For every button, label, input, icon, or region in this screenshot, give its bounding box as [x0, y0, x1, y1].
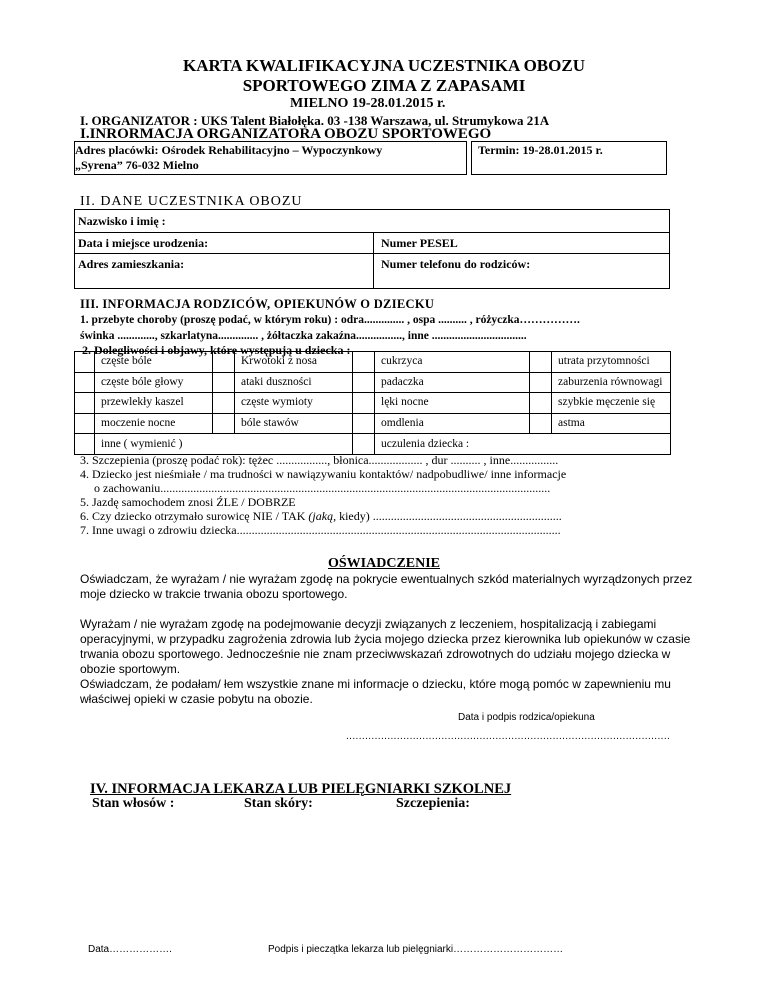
symptom-label: moczenie nocne	[95, 413, 213, 434]
symptom-checkbox[interactable]	[75, 434, 95, 455]
symptom-label: częste bóle głowy	[95, 372, 213, 393]
grid-row	[75, 434, 671, 455]
symptom-label: astma	[552, 413, 671, 434]
symptom-label: częste bóle	[95, 352, 213, 373]
diseases-line1: 1. przebyte choroby (proszę podać, w którym roku) : odra.............. , ospa .......... , różyczka…………….	[80, 314, 580, 326]
pesel-label: Numer PESEL	[381, 236, 458, 250]
organizer-address-box	[74, 141, 467, 175]
symptom-checkbox[interactable]	[353, 372, 375, 393]
grid-row	[75, 352, 671, 373]
serum-text: 6. Czy dziecko otrzymało surowicę NIE / TAK	[80, 509, 309, 523]
symptom-checkbox[interactable]	[75, 352, 95, 373]
symptom-label: częste wymioty	[235, 393, 353, 414]
parent-signature-line[interactable]: ......................................................................................................	[346, 731, 671, 742]
symptom-checkbox[interactable]	[353, 393, 375, 414]
symptom-checkbox[interactable]	[213, 352, 235, 373]
term-box	[471, 141, 667, 175]
parent-signature-label: Data i podpis rodzica/opiekuna	[458, 712, 595, 723]
symptom-checkbox[interactable]	[530, 393, 552, 414]
name-label: Nazwisko i imię :	[78, 214, 166, 228]
item-car-travel: 5. Jazdę samochodem znosi ŹLE / DOBRZE	[80, 495, 296, 509]
address-label: Adres zamieszkania:	[78, 257, 185, 271]
item-shyness-2: o zachowaniu..................................................................................................................................	[94, 481, 551, 495]
symptom-checkbox[interactable]	[353, 352, 375, 373]
declaration-heading: OŚWIADCZENIE	[327, 556, 441, 571]
birth-field[interactable]	[74, 232, 374, 254]
symptom-checkbox[interactable]	[213, 413, 235, 434]
symptom-checkbox[interactable]	[75, 413, 95, 434]
diseases-line2: świnka ............., szkarlatyna.............. , żółtaczka zakaźna................, inne .................................	[80, 330, 527, 342]
section3-heading: III. INFORMACJA RODZICÓW, OPIEKUNÓW O DZIECKU	[80, 297, 435, 311]
item-other-health: 7. Inne uwagi o zdrowiu dziecka............................................................................................................	[80, 523, 561, 537]
grid-row	[75, 372, 671, 393]
item-shyness-1: 4. Dziecko jest nieśmiałe / ma trudności w nawiązywaniu kontaktów/ nadpobudliwe/ inne informacje	[80, 467, 567, 481]
phone-label: Numer telefonu do rodziców:	[381, 257, 531, 271]
grid-row	[75, 393, 671, 414]
symptoms-grid	[74, 351, 671, 455]
symptoms-heading: 2. Dolegliwości i objawy, które występują u dziecka :	[82, 343, 351, 357]
serum-when: kiedy) ...............................................................	[336, 509, 562, 523]
grid-row	[75, 413, 671, 434]
symptom-label: szybkie męczenie się	[552, 393, 671, 414]
symptom-checkbox[interactable]	[353, 413, 375, 434]
symptom-label: bóle stawów	[235, 413, 353, 434]
organizer-line: I. ORGANIZATOR : UKS Talent Białołęka. 03 -138 Warszawa, ul. Strumykowa 21A	[80, 113, 550, 128]
symptom-label: zaburzenia równowagi	[552, 372, 671, 393]
symptom-label: ataki duszności	[235, 372, 353, 393]
term-text: Termin: 19-28.01.2015 r.	[478, 143, 603, 157]
symptom-label: omdlenia	[375, 413, 530, 434]
skin-status-label: Stan skóry:	[244, 796, 313, 811]
symptom-label: utrata przytomności	[552, 352, 671, 373]
symptom-checkbox[interactable]	[530, 352, 552, 373]
form-title-line3: MIELNO 19-28.01.2015 r.	[290, 96, 446, 111]
other-symptoms-label[interactable]: inne ( wymienić )	[95, 434, 353, 455]
name-field[interactable]	[74, 209, 670, 233]
allergy-label[interactable]: uczulenia dziecka :	[375, 434, 671, 455]
hair-status-label: Stan włosów :	[92, 796, 175, 811]
serum-which: (jaką,	[308, 509, 337, 523]
symptom-label: Krwotoki z nosa	[235, 352, 353, 373]
symptom-checkbox[interactable]	[353, 434, 375, 455]
form-title-line1: KARTA KWALIFIKACYJNA UCZESTNIKA OBOZU	[183, 56, 585, 75]
symptom-checkbox[interactable]	[75, 372, 95, 393]
phone-field[interactable]	[373, 253, 670, 289]
vaccinations-label: Szczepienia:	[396, 796, 470, 811]
doctor-date-field[interactable]: Data……………….	[88, 944, 172, 955]
symptom-label: cukrzyca	[375, 352, 530, 373]
symptom-checkbox[interactable]	[213, 393, 235, 414]
symptom-checkbox[interactable]	[213, 372, 235, 393]
section2-heading: II. DANE UCZESTNIKA OBOZU	[80, 194, 303, 209]
symptom-checkbox[interactable]	[530, 372, 552, 393]
section4-heading: IV. INFORMACJA LEKARZA LUB PIELĘGNIARKI SZKOLNEJ	[90, 781, 512, 797]
symptom-label: przewlekły kaszel	[95, 393, 213, 414]
address-line1: Adres placówki: Ośrodek Rehabilitacyjno – Wypoczynkowy	[75, 143, 383, 157]
symptom-checkbox[interactable]	[75, 393, 95, 414]
declaration-p1: Oświadczam, że wyrażam / nie wyrażam zgodę na pokrycie ewentualnych szkód materialnych wyrządzonych przez moje dziecko w trakcie trwania obozu sportowego.	[80, 572, 693, 601]
item-vaccinations: 3. Szczepienia (proszę podać rok): tężec ................., błonica.................. , dur .......... , inne................	[80, 453, 559, 467]
address-line2: „Syrena” 76-032 Mielno	[75, 158, 199, 172]
section1-heading: I.INRORMACJA ORGANIZATORA OBOZU SPORTOWEGO	[80, 126, 492, 142]
pesel-field[interactable]	[373, 232, 670, 254]
symptom-label: lęki nocne	[375, 393, 530, 414]
symptom-label: padaczka	[375, 372, 530, 393]
declaration-p2: Wyrażam / nie wyrażam zgodę na podejmowanie decyzji związanych z leczeniem, hospitalizacją i zabiegami operacyjnymi, w przypadku zagrożenia zdrowia lub życia mojego dziecka przez kierownika lub opiekunów w czasie trwania obozu sportowego. Jednocześnie nie znam przeciwwskazań zdrowotnych do udziału mojego dziecka w obozie sportowym.	[80, 617, 691, 676]
declaration-p3: Oświadczam, że podałam/ łem wszystkie znane mi informacje o dziecku, które mogą pomóc w zapewnieniu mu właściwej opieki w czasie pobytu na obozie.	[80, 677, 671, 706]
birth-label: Data i miejsce urodzenia:	[78, 236, 209, 250]
form-title-line2: SPORTOWEGO ZIMA Z ZAPASAMI	[242, 76, 526, 95]
address-field[interactable]	[74, 253, 374, 289]
symptom-checkbox[interactable]	[530, 413, 552, 434]
item-serum	[80, 509, 562, 523]
doctor-signature-field[interactable]: Podpis i pieczątka lekarza lub pielęgniarki……………………………	[268, 944, 564, 955]
